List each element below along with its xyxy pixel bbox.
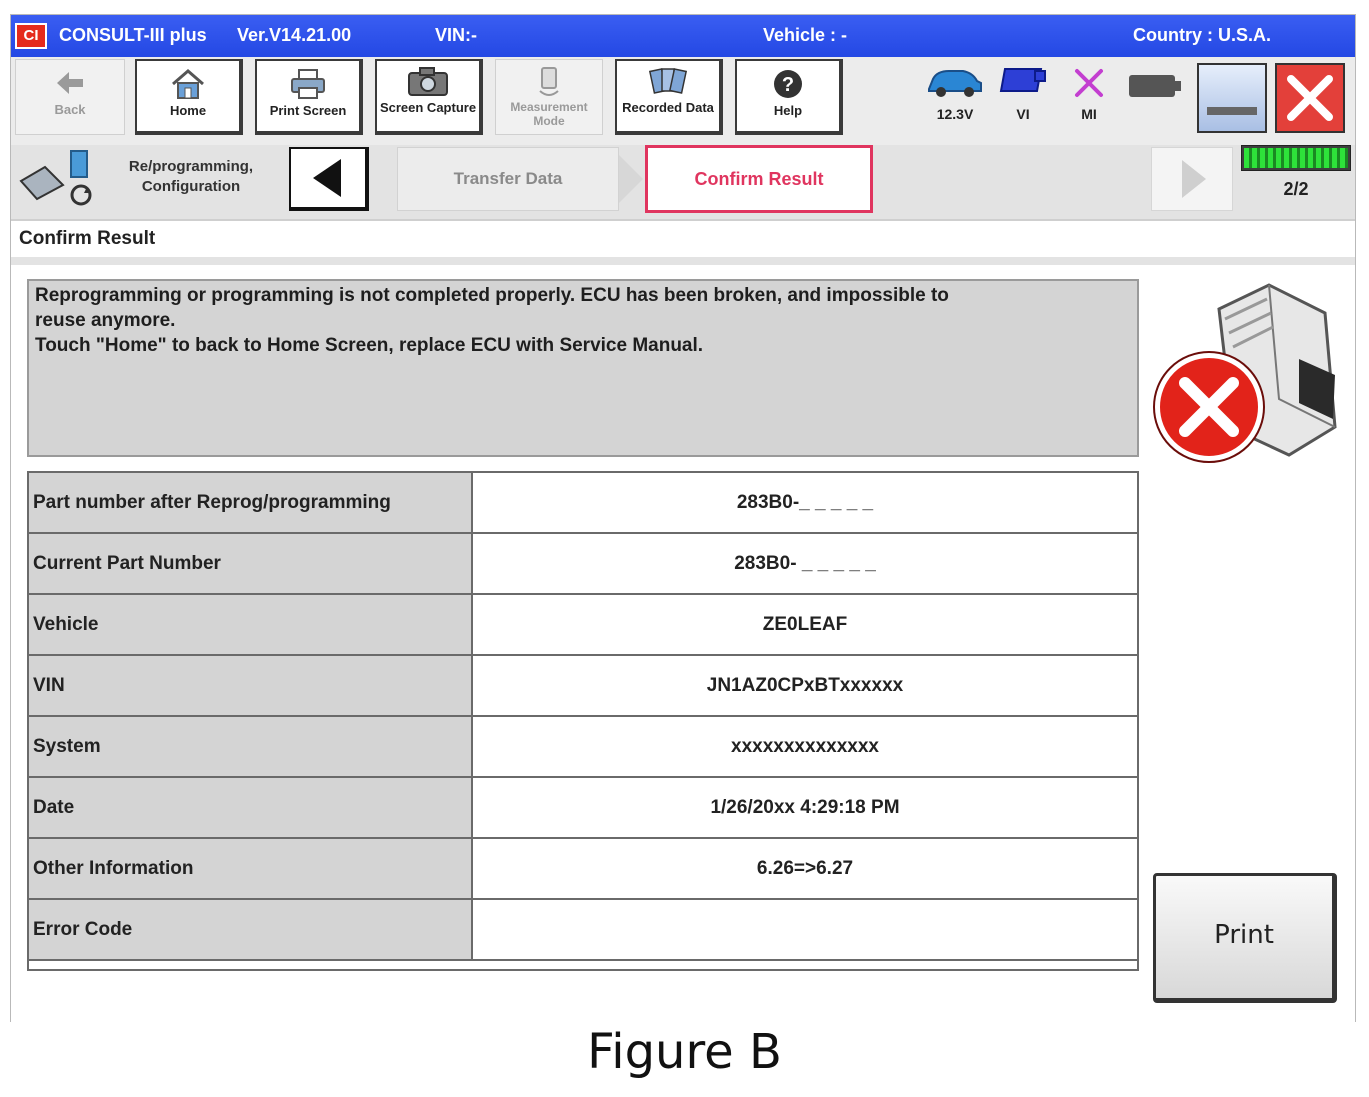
back-arrow-icon: [53, 66, 87, 100]
progress-bar: [1241, 145, 1351, 171]
screen-capture-label: Screen Capture: [379, 100, 477, 115]
row-label: Vehicle: [28, 594, 472, 655]
consult-window: [10, 14, 1356, 1022]
title-bar: [11, 15, 1355, 57]
table-footer-cell: [28, 960, 1138, 970]
help-button[interactable]: [735, 59, 843, 135]
toolbar: [11, 57, 1355, 146]
workflow-title: Re/programming, Configuration: [128, 158, 254, 195]
back-button[interactable]: [15, 59, 125, 135]
close-icon: [1277, 65, 1343, 131]
vin-label: VIN:-: [435, 25, 477, 45]
step-transfer-data: Transfer Data: [397, 147, 619, 211]
workflow-nav: [11, 145, 1355, 221]
vi-status: [995, 65, 1051, 122]
close-button[interactable]: [1275, 63, 1345, 133]
result-content: [11, 265, 1355, 1022]
help-icon: [771, 67, 805, 101]
row-value: 283B0- _ _ _ _ _: [472, 533, 1138, 594]
mi-label: MI: [1081, 106, 1097, 122]
app-name: CONSULT-III plus: [59, 25, 207, 45]
table-row: [28, 594, 1138, 655]
country-label: Country : U.S.A.: [1133, 25, 1271, 45]
print-screen-label: Print Screen: [269, 103, 347, 118]
recorded-data-button[interactable]: [615, 59, 723, 135]
table-footer-row: [28, 960, 1138, 970]
measurement-mode-label: Measurement Mode: [510, 100, 588, 128]
battery-voltage-status: [921, 65, 989, 122]
recorded-data-icon: [646, 65, 690, 99]
minimize-icon: [1199, 65, 1265, 131]
next-step-button[interactable]: [1151, 147, 1233, 211]
vi-icon: [997, 65, 1049, 99]
row-label: Part number after Reprog/programming: [28, 472, 472, 533]
divider: [11, 257, 1355, 265]
previous-step-button[interactable]: [289, 147, 369, 211]
error-message-line: Reprogramming or programming is not completed properly. ECU has been broken, and impossible to: [35, 285, 949, 306]
row-value: 1/26/20xx 4:29:18 PM: [472, 777, 1138, 838]
ecu-error-icon: [1149, 279, 1349, 469]
print-screen-button[interactable]: [255, 59, 363, 135]
app-version: Ver.V14.21.00: [237, 25, 352, 45]
svg-text:?: ?: [781, 74, 795, 96]
mi-icon: [1069, 65, 1109, 99]
vi-label: VI: [1016, 106, 1030, 122]
table-row: [28, 472, 1138, 533]
row-value: 6.26=>6.27: [472, 838, 1138, 899]
left-triangle-icon: [291, 149, 365, 207]
step-arrow-icon: [619, 155, 643, 203]
home-button[interactable]: [135, 59, 243, 135]
camera-icon: [406, 65, 450, 99]
table-row: [28, 716, 1138, 777]
row-label: System: [28, 716, 472, 777]
row-value: ZE0LEAF: [472, 594, 1138, 655]
row-value: 283B0-_ _ _ _ _: [472, 472, 1138, 533]
table-row: [28, 655, 1138, 716]
battery-icon: [1127, 71, 1183, 101]
step-confirm-result: Confirm Result: [645, 145, 873, 213]
table-row: [28, 777, 1138, 838]
minimize-button[interactable]: [1197, 63, 1267, 133]
row-label: Current Part Number: [28, 533, 472, 594]
help-label: Help: [773, 103, 803, 118]
error-message-box: [27, 279, 1139, 457]
printer-icon: [288, 67, 328, 101]
reprogram-icon: [15, 147, 99, 213]
row-value: JN1AZ0CPxBTxxxxxx: [472, 655, 1138, 716]
measurement-icon: [532, 64, 566, 98]
home-icon: [169, 67, 207, 101]
row-label: VIN: [28, 655, 472, 716]
car-icon: [925, 65, 985, 99]
table-row: [28, 533, 1138, 594]
row-value: xxxxxxxxxxxxxx: [472, 716, 1138, 777]
home-label: Home: [169, 103, 207, 118]
error-message-line: reuse anymore.: [35, 310, 176, 331]
row-value: [472, 899, 1138, 960]
row-label: Date: [28, 777, 472, 838]
row-label: Other Information: [28, 838, 472, 899]
print-button[interactable]: Print: [1153, 873, 1337, 1003]
voltage-label: 12.3V: [936, 106, 974, 122]
error-message-line: Touch "Home" to back to Home Screen, replace ECU with Service Manual.: [35, 335, 704, 356]
result-table: [27, 471, 1139, 971]
app-logo-icon: CI: [15, 23, 47, 49]
figure-caption: Figure B: [587, 1024, 782, 1080]
back-label: Back: [54, 102, 86, 117]
page-title: Confirm Result: [11, 221, 1355, 257]
screen-capture-button[interactable]: [375, 59, 483, 135]
right-triangle-icon: [1152, 148, 1232, 210]
measurement-mode-button[interactable]: [495, 59, 603, 135]
progress-fill: [1244, 148, 1348, 168]
vehicle-label: Vehicle : -: [763, 25, 848, 45]
table-row: [28, 899, 1138, 960]
row-label: Error Code: [28, 899, 472, 960]
mi-status: [1061, 65, 1117, 122]
table-row: [28, 838, 1138, 899]
recorded-data-label: Recorded Data: [622, 100, 714, 115]
page-indicator: 2/2: [1283, 179, 1309, 199]
